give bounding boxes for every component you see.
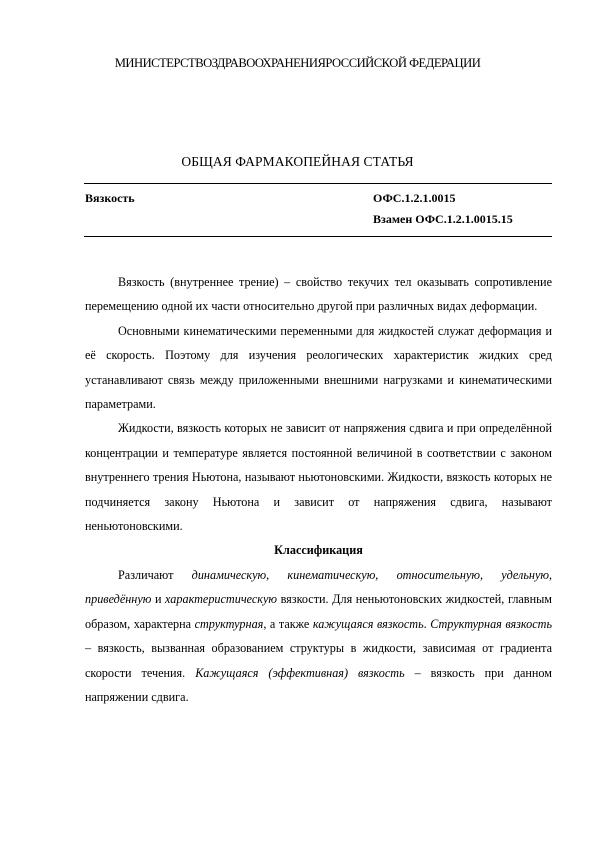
italic-term: структурная: [194, 616, 264, 631]
italic-term: Структурная вязкость: [430, 616, 552, 631]
paragraph-kinematics: Основными кинематическими переменными для жидкостей служат деформация и её скорость. Поэтому для изучения реологических характеристик жидких сред устанавливают связь между приложенными внешними нагрузками и кинематическими параметрами.: [85, 323, 552, 412]
document-type-title: ОБЩАЯ ФАРМАКОПЕЙНАЯ СТАТЬЯ: [181, 154, 414, 169]
article-code: ОФС.1.2.1.0015: [373, 191, 456, 205]
italic-term: динамическую, кинематическую, относительную, удельную, приведённую: [85, 567, 552, 607]
italic-term: Кажущаяся (эффективная) вязкость: [195, 665, 405, 680]
article-replaces: Взамен ОФС.1.2.1.0015.15: [373, 212, 513, 226]
paragraph-definition: Вязкость (внутреннее трение) – свойство текучих тел оказывать сопротивление перемещению одной их части относительно другой при различных видах деформации.: [85, 275, 552, 314]
top-divider: [84, 183, 552, 184]
article-body: [85, 270, 552, 709]
text-fragment: .: [423, 616, 431, 631]
italic-term: характеристическую: [165, 592, 277, 607]
italic-term: кажущаяся вязкость: [312, 616, 424, 631]
text-fragment: – вязкость, вызванная образованием структуры в жидкости, зависимая от градиента скорости течения.: [85, 641, 552, 680]
section-heading-classification: Классификация: [274, 543, 363, 558]
ministry-header: МИНИСТЕРСТВОЗДРАВООХРАНЕНИЯРОССИЙСКОЙ ФЕДЕРАЦИИ: [114, 56, 481, 70]
bottom-divider: [84, 236, 552, 237]
text-fragment: и: [151, 592, 166, 607]
text-fragment: вязкости. Для неньютоновских жидкостей, главным образом, характерна: [85, 592, 552, 631]
paragraph-classification: [85, 563, 552, 709]
text-fragment: , а также: [263, 616, 313, 631]
article-name: Вязкость: [85, 191, 135, 205]
paragraph-newtonian: Жидкости, вязкость которых не зависит от напряжения сдвига и при определённой концентрации и температуре является постоянной величиной в соответствии с законом внутреннего трения Ньютона, называют ньютоновскими. Жидкости, вязкость которых не подчиняется закону Ньютона и зависит от напряжения сдвига, называют неньютоновскими.: [85, 421, 552, 534]
text-fragment: – вязкость при данном напряжении сдвига.: [85, 665, 552, 704]
text-fragment: Различают: [118, 567, 192, 582]
